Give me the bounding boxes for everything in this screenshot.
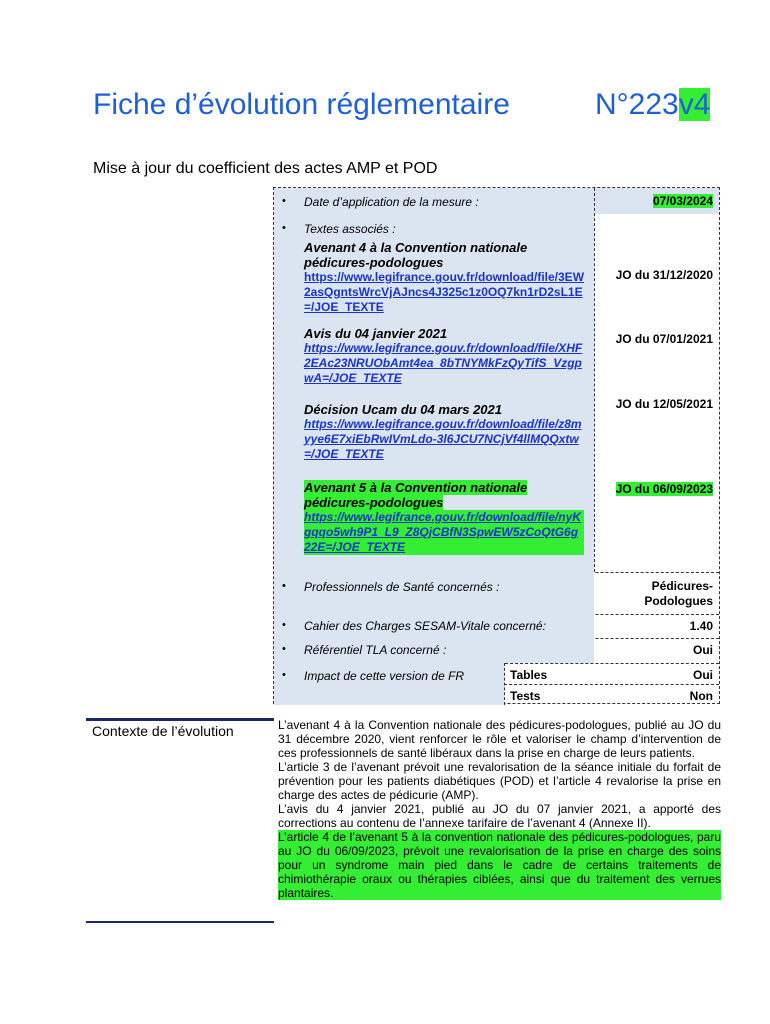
pros-value: Pédicures-Podologues	[644, 579, 713, 608]
jo-date: JO du 07/01/2021	[615, 332, 713, 346]
document-link[interactable]: https://www.legifrance.gouv.fr/download/file/z8myye6E7xiEbRwIVmLdo-3l6JCU7NCjVf4llMQQxtw=/JOE_TEXTE	[304, 417, 582, 461]
date-label: Date d’application de la mesure :	[304, 195, 479, 209]
bullet-icon: •	[282, 619, 286, 631]
cahier-label: Cahier des Charges SESAM-Vitale concerné:	[304, 619, 546, 633]
jo-date: JO du 31/12/2020	[615, 268, 713, 282]
tables-label: Tables	[510, 668, 548, 682]
bullet-icon: •	[282, 195, 286, 207]
jo-date: JO du 06/09/2023	[615, 482, 713, 496]
number-text: N°223	[595, 88, 679, 121]
context-paragraph: L’avenant 4 à la Convention nationale des pédicures-podologues, publié au JO du 31 décembre 2020, vient renforcer le rôle et valoriser le champ d’intervention de ces professionnels de santé libéraux dans la prise en charge de leurs patients.	[278, 718, 721, 760]
bullet-icon: •	[282, 222, 286, 234]
date-value: 07/03/2024	[652, 194, 713, 208]
context-heading	[86, 718, 274, 923]
document-title: Décision Ucam du 04 mars 2021	[304, 402, 502, 417]
document-number	[595, 88, 710, 122]
document-3	[304, 402, 584, 462]
page-title	[93, 88, 733, 128]
bullet-icon: •	[282, 643, 286, 655]
tests-value: Non	[689, 689, 713, 703]
document-title: Avis du 04 janvier 2021	[304, 326, 448, 341]
cahier-value: 1.40	[689, 619, 713, 633]
context-label: Contexte de l’évolution	[92, 723, 234, 739]
page-subtitle: Mise à jour du coefficient des actes AMP et POD	[93, 160, 438, 177]
date-row	[274, 188, 719, 214]
jo-date: JO du 12/05/2021	[615, 397, 713, 411]
context-paragraph: L’avis du 4 janvier 2021, publié au JO du 07 janvier 2021, a apporté des corrections au contenu de l’annexe tarifaire de l’avenant 4 (Annexe II).	[278, 802, 721, 830]
textes-label: Textes associés :	[304, 222, 396, 236]
document-link[interactable]: https://www.legifrance.gouv.fr/download/file/nyKgqqo5wh9P1_L9_Z8QjCBfN3SpwEW5zCoQtG6g22E=/JOE_TEXTE	[304, 510, 584, 555]
tla-label: Référentiel TLA concerné :	[304, 643, 447, 657]
bullet-icon: •	[282, 669, 286, 681]
context-body	[278, 718, 721, 900]
bullet-icon: •	[282, 580, 286, 592]
impact-row	[274, 663, 719, 705]
pros-label: Professionnels de Santé concernés :	[304, 580, 500, 594]
divider	[504, 684, 719, 685]
version-badge: v4	[678, 88, 711, 121]
tla-value: Oui	[693, 643, 713, 657]
title-text: Fiche d’évolution réglementaire	[93, 88, 510, 121]
impact-label: Impact de cette version de FR	[304, 669, 465, 683]
document-1	[304, 240, 584, 315]
document-2	[304, 326, 584, 386]
cahier-row	[274, 614, 719, 638]
pros-row	[274, 572, 719, 614]
context-paragraph: L’article 3 de l’avenant prévoit une revalorisation de la séance initiale du forfait de prévention pour les patients diabétiques (POD) et l’article 4 revalorise la prise en charge des actes de pédicurie (AMP).	[278, 760, 721, 802]
document-link[interactable]: https://www.legifrance.gouv.fr/download/file/XHF2EAc23NRUObAmt4ea_8bTNYMkFzQyTifS_VzgpwA=/JOE_TEXTE	[304, 341, 583, 385]
document-4	[304, 480, 584, 555]
tests-label: Tests	[510, 689, 541, 703]
context-paragraph: L’article 4 de l’avenant 5 à la convention nationale des pédicures-podologues, paru au JO du 06/09/2023, prévoit une revalorisation de la prise en charge des soins pour un syndrome main pied dans le cadre de certains traitements de chimiothérapie oraux ou thérapies ciblées, ainsi que du traitement des verrues plantaires.	[278, 830, 721, 900]
details-table	[273, 187, 720, 704]
document-link[interactable]: https://www.legifrance.gouv.fr/download/file/3EW2asQgntsWrcVjAJncs4J325c1z0OQ7kn1rD2sL1E=/JOE_TEXTE	[304, 270, 585, 314]
textes-row	[274, 214, 719, 572]
tables-value: Oui	[693, 668, 713, 682]
tla-row	[274, 638, 719, 663]
document-title: Avenant 4 à la Convention nationale pédicures-podologues	[304, 240, 528, 270]
document-title: Avenant 5 à la Convention nationale pédicures-podologues	[304, 480, 528, 510]
